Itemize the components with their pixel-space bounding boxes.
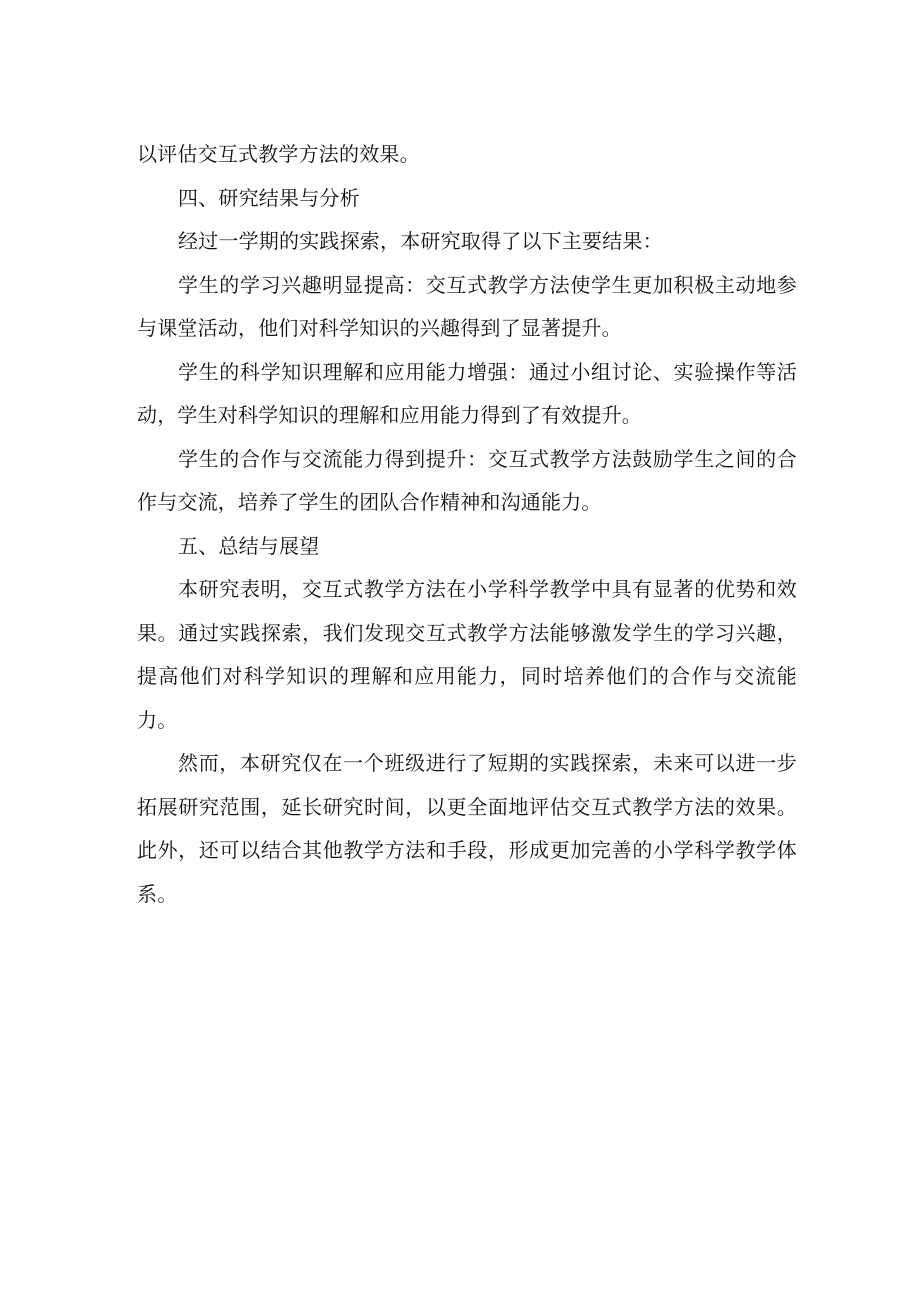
paragraph-summary: 本研究表明，交互式教学方法在小学科学教学中具有显著的优势和效果。通过实践探索，我们发现交互式教学方法能够激发学生的学习兴趣，提高他们对科学知识的理解和应用能力，同时培养他们的合作与交流能力。 — [137, 577, 797, 732]
document-body — [137, 133, 797, 916]
paragraph-results-intro: 经过一学期的实践探索，本研究取得了以下主要结果： — [178, 229, 663, 253]
paragraph-outlook: 然而，本研究仅在一个班级进行了短期的实践探索，未来可以进一步拓展研究范围，延长研究时间，以更全面地评估交互式教学方法的效果。此外，还可以结合其他教学方法和手段，形成更加完善的小学科学教学体系。 — [137, 751, 797, 906]
paragraph-cooperation: 学生的合作与交流能力得到提升：交互式教学方法鼓励学生之间的合作与交流，培养了学生的团队合作精神和沟通能力。 — [137, 446, 797, 514]
section-heading-summary: 五、总结与展望 — [178, 533, 320, 558]
paragraph-interest: 学生的学习兴趣明显提高：交互式教学方法使学生更加积极主动地参与课堂活动，他们对科学知识的兴趣得到了显著提升。 — [137, 272, 797, 340]
paragraph-continuation: 以评估交互式教学方法的效果。 — [137, 142, 420, 166]
section-heading-results: 四、研究结果与分析 — [178, 185, 360, 210]
paragraph-understanding: 学生的科学知识理解和应用能力增强：通过小组讨论、实验操作等活动，学生对科学知识的理解和应用能力得到了有效提升。 — [137, 359, 797, 427]
